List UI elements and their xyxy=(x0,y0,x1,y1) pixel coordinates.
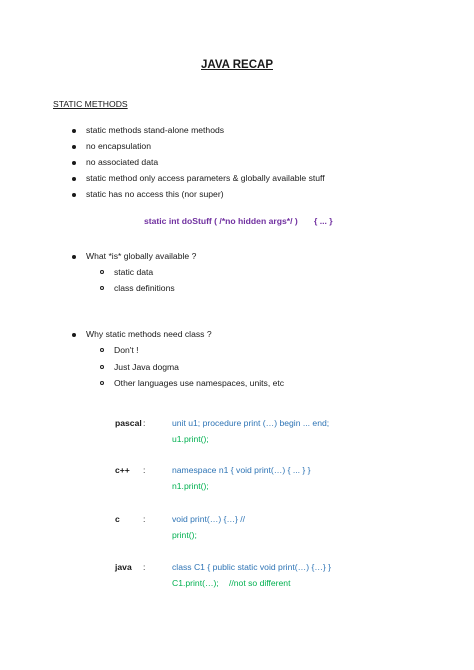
bullet-icon xyxy=(72,255,76,259)
example-lang: pascal xyxy=(115,418,142,428)
example-code-line1: class C1 { public static void print(…) {…} } xyxy=(172,562,332,572)
example-code-comment: //not so different xyxy=(229,578,291,588)
example-lang: java xyxy=(115,562,132,572)
example-code-line1: unit u1; procedure print (…) begin ... end; xyxy=(172,418,330,428)
example-code-line2: print(); xyxy=(172,530,197,540)
example-code-line2: u1.print(); xyxy=(172,434,209,444)
example-code-line2: C1.print(…); xyxy=(172,578,219,588)
example-colon: : xyxy=(143,562,146,572)
document-title: JAVA RECAP xyxy=(201,59,273,71)
bullet-icon xyxy=(72,333,76,337)
example-colon: : xyxy=(143,514,146,524)
example-colon: : xyxy=(143,418,146,428)
circle-bullet-icon xyxy=(100,381,104,385)
example-colon: : xyxy=(143,465,146,475)
example-code-line1: namespace n1 { void print(…) { ... } } xyxy=(172,465,311,475)
circle-bullet-icon xyxy=(100,348,104,352)
example-lang: c xyxy=(115,514,120,524)
example-code-line1: void print(…) {…} // xyxy=(172,514,246,524)
example-code-line2: n1.print(); xyxy=(172,481,209,491)
bullet-icon xyxy=(72,161,76,165)
bullet-icon xyxy=(72,193,76,197)
circle-bullet-icon xyxy=(100,286,104,290)
section-heading: STATIC METHODS xyxy=(53,99,128,109)
signature-code: static int doStuff ( /*no hidden args*/ ) xyxy=(144,216,298,226)
circle-bullet-icon xyxy=(100,365,104,369)
circle-bullet-icon xyxy=(100,270,104,274)
bullet-icon xyxy=(72,177,76,181)
bullet-icon xyxy=(72,129,76,133)
example-lang: c++ xyxy=(115,465,130,475)
bullet-icon xyxy=(72,145,76,149)
signature-body: { ... } xyxy=(314,216,333,226)
